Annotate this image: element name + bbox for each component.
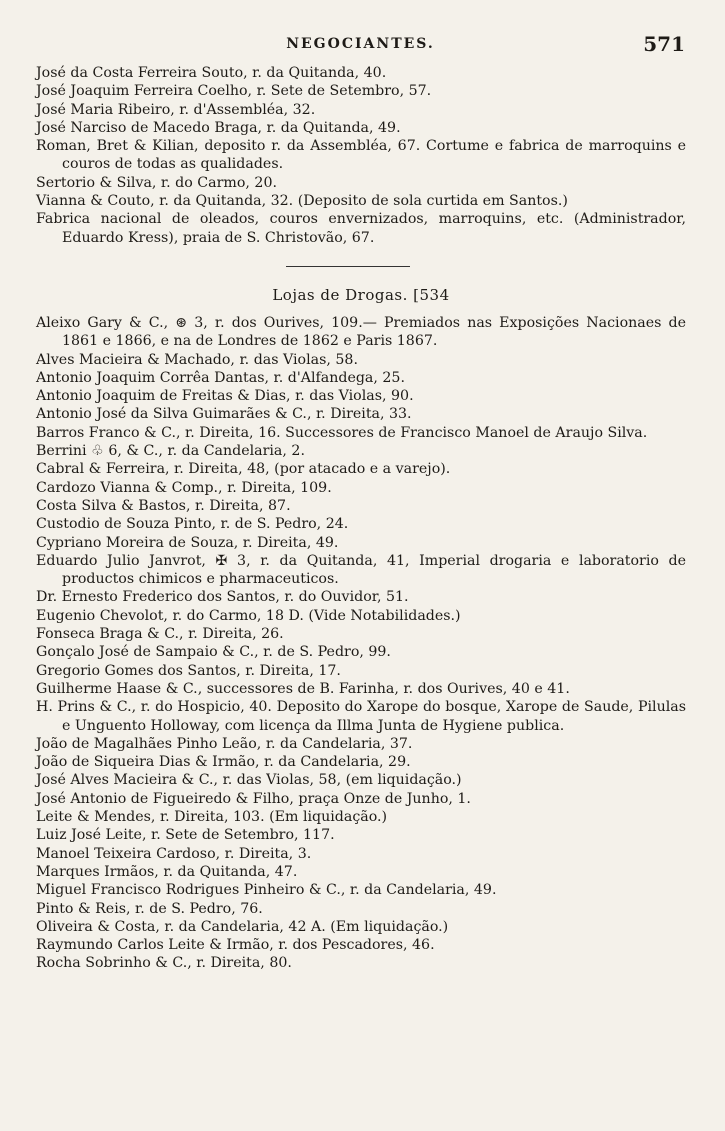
list-item: Eugenio Chevolot, r. do Carmo, 18 D. (Vide Notabilidades.) (36, 607, 461, 624)
list-item: Antonio Joaquim Corrêa Dantas, r. d'Alfandega, 25. (36, 369, 405, 386)
running-title: NEGOCIANTES. (286, 36, 435, 52)
list-item: Rocha Sobrinho & C., r. Direita, 80. (36, 955, 292, 972)
list-item: Alves Macieira & Machado, r. das Violas, 58. (36, 351, 358, 368)
list-item: Oliveira & Costa, r. da Candelaria, 42 A. (Em liquidação.) (36, 918, 449, 935)
list-item: Vianna & Couto, r. da Quitanda, 32. (Deposito de sola curtida em Santos.) (36, 193, 568, 210)
list-item: José Maria Ribeiro, r. d'Assembléa, 32. (36, 101, 316, 118)
section-lojas-de-drogas-list (36, 314, 686, 973)
list-item: Berrini ♧ 6, & C., r. da Candelaria, 2. (36, 443, 305, 460)
section-heading-lojas-de-drogas: Lojas de Drogas. [534 (272, 286, 450, 304)
list-item: José Alves Macieira & C., r. das Violas, 58, (em liquidação.) (36, 772, 462, 789)
list-item: José Antonio de Figueiredo & Filho, praça Onze de Junho, 1. (36, 790, 471, 807)
list-item: Costa Silva & Bastos, r. Direita, 87. (36, 497, 291, 514)
list-item: Gregorio Gomes dos Santos, r. Direita, 17. (36, 662, 341, 679)
list-item: Cypriano Moreira de Souza, r. Direita, 49. (36, 534, 339, 551)
list-item: Eduardo Julio Janvrot, ✠ 3, r. da Quitanda, 41, Imperial drogaria e laboratorio de productos chimicos e pharmaceuticos. (36, 552, 686, 588)
list-item: João de Siqueira Dias & Irmão, r. da Candelaria, 29. (36, 754, 411, 771)
list-item: Sertorio & Silva, r. do Carmo, 20. (36, 174, 277, 191)
list-item: Roman, Bret & Kilian, deposito r. da Assembléa, 67. Cortume e fabrica de marroquins e couros de todas as qualidades. (36, 138, 686, 173)
list-item: Manoel Teixeira Cardoso, r. Direita, 3. (36, 845, 312, 862)
list-item: Luiz José Leite, r. Sete de Setembro, 117. (36, 827, 335, 844)
list-item: José da Costa Ferreira Souto, r. da Quitanda, 40. (36, 65, 387, 81)
list-item: Antonio José da Silva Guimarães & C., r. Direita, 33. (36, 406, 412, 423)
list-item: Dr. Ernesto Frederico dos Santos, r. do Ouvidor, 51. (36, 589, 409, 606)
list-item: Cabral & Ferreira, r. Direita, 48, (por atacado e a varejo). (36, 461, 451, 478)
list-item: Miguel Francisco Rodrigues Pinheiro & C., r. da Candelaria, 49. (36, 882, 497, 899)
list-item: Raymundo Carlos Leite & Irmão, r. dos Pescadores, 46. (36, 937, 435, 954)
list-item: Marques Irmãos, r. da Quitanda, 47. (36, 863, 298, 880)
page-number: 571 (643, 32, 685, 56)
list-item: Custodio de Souza Pinto, r. de S. Pedro, 24. (36, 516, 349, 533)
list-item: Pinto & Reis, r. de S. Pedro, 76. (36, 900, 263, 917)
list-item: Aleixo Gary & C., ⊛ 3, r. dos Ourives, 109.— Premiados nas Exposições Nacionaes de 1861 e 1866, e na de Londres de 1862 e Paris 1867. (36, 315, 686, 350)
list-item: H. Prins & C., r. do Hospicio, 40. Deposito do Xarope do bosque, Xarope de Saude, Pilulas e Unguento Holloway, com licença da Illma Junta de Hygiene publica. (36, 699, 686, 734)
list-item: Barros Franco & C., r. Direita, 16. Successores de Francisco Manoel de Araujo Silva. (36, 424, 648, 441)
list-item: José Joaquim Ferreira Coelho, r. Sete de Setembro, 57. (36, 83, 432, 100)
section-negociantes-list (36, 64, 686, 247)
list-item: Guilherme Haase & C., successores de B. Farinha, r. dos Ourives, 40 e 41. (36, 680, 570, 697)
list-item: Gonçalo José de Sampaio & C., r. de S. Pedro, 99. (36, 644, 391, 661)
list-item: Antonio Joaquim de Freitas & Dias, r. das Violas, 90. (36, 388, 414, 405)
list-item: João de Magalhães Pinho Leão, r. da Candelaria, 37. (36, 735, 413, 752)
list-item: Cardozo Vianna & Comp., r. Direita, 109. (36, 479, 332, 496)
page-header (36, 32, 685, 56)
list-item: Leite & Mendes, r. Direita, 103. (Em liquidação.) (36, 809, 388, 826)
list-item: Fonseca Braga & C., r. Direita, 26. (36, 626, 284, 643)
list-item: José Narciso de Macedo Braga, r. da Quitanda, 49. (36, 119, 401, 136)
list-item: Fabrica nacional de oleados, couros envernizados, marroquins, etc. (Administrador, Eduardo Kress), praia de S. Christovão, 67. (36, 211, 686, 246)
section-divider (286, 266, 410, 267)
